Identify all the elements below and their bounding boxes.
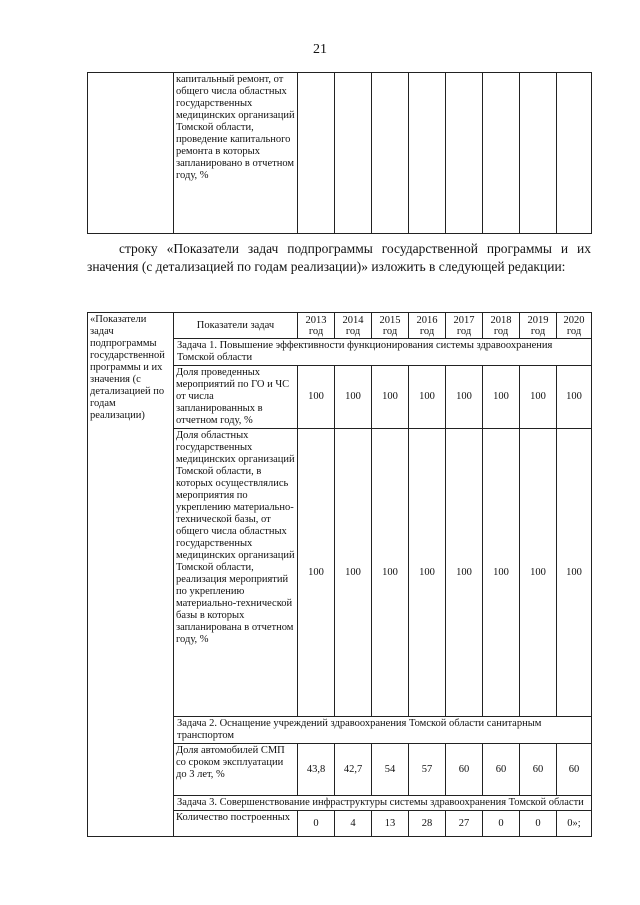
indicator-4-value-2020: 0»; <box>557 811 592 837</box>
year-unit: год <box>456 325 472 337</box>
indicator-1-value-2018: 100 <box>483 366 520 429</box>
instruction-text: строку «Показатели задач подпрограммы государственной программы и их значения (с детализацией по годам реализации)» изложить в следующей редакции: <box>87 241 591 274</box>
year-label: 2020 <box>563 314 585 326</box>
top-table-value-cell <box>335 73 372 234</box>
task-2-row: Задача 2. Оснащение учреждений здравоохранения Томской области санитарным транспортом <box>174 717 592 744</box>
indicator-4-value-2013: 0 <box>298 811 335 837</box>
top-table-value-cell <box>298 73 335 234</box>
year-unit: год <box>345 325 361 337</box>
indicator-4-value-2019: 0 <box>520 811 557 837</box>
indicator-4-name: Количество построенных <box>174 811 298 837</box>
indicator-3-value-2018: 60 <box>483 744 520 796</box>
task-1-row: Задача 1. Повышение эффективности функционирования системы здравоохранения Томской области <box>174 339 592 366</box>
indicator-2-value-2016: 100 <box>409 429 446 717</box>
indicator-4-value-2014: 4 <box>335 811 372 837</box>
indicator-4-value-2015: 13 <box>372 811 409 837</box>
indicator-4-value-2018: 0 <box>483 811 520 837</box>
top-table-value-cell <box>483 73 520 234</box>
indicator-2-value-2017: 100 <box>446 429 483 717</box>
indicator-3-value-2015: 54 <box>372 744 409 796</box>
indicator-3-value-2017: 60 <box>446 744 483 796</box>
indicator-2-value-2014: 100 <box>335 429 372 717</box>
header-indicators: Показатели задач <box>174 313 298 339</box>
top-table-fragment <box>87 72 592 234</box>
indicator-1-value-2020: 100 <box>557 366 592 429</box>
indicator-4-value-2016: 28 <box>409 811 446 837</box>
year-label: 2019 <box>527 314 549 326</box>
indicators-table <box>87 312 592 837</box>
top-table-value-cell <box>520 73 557 234</box>
year-unit: год <box>566 325 582 337</box>
indicator-3-value-2019: 60 <box>520 744 557 796</box>
indicator-3-value-2020: 60 <box>557 744 592 796</box>
year-label: 2018 <box>490 314 512 326</box>
year-label: 2013 <box>305 314 327 326</box>
indicator-3-value-2016: 57 <box>409 744 446 796</box>
indicator-2-value-2018: 100 <box>483 429 520 717</box>
instruction-paragraph <box>87 240 591 276</box>
top-table-indicator-text: капитальный ремонт, от общего числа областных государственных медицинских организаций Томской области, проведение капитального ремонта в которых запланировано в отчетном году, % <box>174 73 298 234</box>
year-unit: год <box>530 325 546 337</box>
top-table-empty-cell <box>88 73 174 234</box>
year-label: 2016 <box>416 314 438 326</box>
header-year-2020 <box>557 313 592 339</box>
top-table-value-cell <box>409 73 446 234</box>
indicator-2-name: Доля областных государственных медицинских организаций Томской области, в которых осуществлялись мероприятия по укреплению материально-технической базы, от общего числа областных государственных медицинских организаций Томской области, реализация мероприятий по укреплению материально-технической базы в которых запланирована в отчетном году, % <box>174 429 298 717</box>
indicator-1-value-2014: 100 <box>335 366 372 429</box>
indicator-1-value-2017: 100 <box>446 366 483 429</box>
indicator-2-value-2020: 100 <box>557 429 592 717</box>
year-unit: год <box>382 325 398 337</box>
task-3-row: Задача 3. Совершенствование инфраструктуры системы здравоохранения Томской области <box>174 796 592 811</box>
page-number: 21 <box>313 42 327 57</box>
indicator-2-value-2013: 100 <box>298 429 335 717</box>
indicator-4-value-2017: 27 <box>446 811 483 837</box>
header-year-2016 <box>409 313 446 339</box>
header-year-2015 <box>372 313 409 339</box>
year-label: 2014 <box>342 314 364 326</box>
top-table-value-cell <box>372 73 409 234</box>
top-table-value-cell <box>557 73 592 234</box>
year-unit: год <box>419 325 435 337</box>
indicator-1-value-2013: 100 <box>298 366 335 429</box>
year-unit: год <box>493 325 509 337</box>
header-year-2018 <box>483 313 520 339</box>
year-label: 2017 <box>453 314 475 326</box>
indicator-3-value-2014: 42,7 <box>335 744 372 796</box>
year-unit: год <box>308 325 324 337</box>
indicator-1-value-2019: 100 <box>520 366 557 429</box>
indicator-2-value-2019: 100 <box>520 429 557 717</box>
header-year-2017 <box>446 313 483 339</box>
year-label: 2015 <box>379 314 401 326</box>
row-label-cell: «Показатели задач подпрограммы государственной программы и их значения (с детализацией по годам реализации) <box>88 313 174 837</box>
indicator-3-name: Доля автомобилей СМП со сроком эксплуатации до 3 лет, % <box>174 744 298 796</box>
header-year-2013 <box>298 313 335 339</box>
header-year-2019 <box>520 313 557 339</box>
header-year-2014 <box>335 313 372 339</box>
indicator-2-value-2015: 100 <box>372 429 409 717</box>
indicator-1-value-2015: 100 <box>372 366 409 429</box>
top-table-value-cell <box>446 73 483 234</box>
indicator-3-value-2013: 43,8 <box>298 744 335 796</box>
indicator-1-value-2016: 100 <box>409 366 446 429</box>
indicator-1-name: Доля проведенных мероприятий по ГО и ЧС от числа запланированных в отчетном году, % <box>174 366 298 429</box>
